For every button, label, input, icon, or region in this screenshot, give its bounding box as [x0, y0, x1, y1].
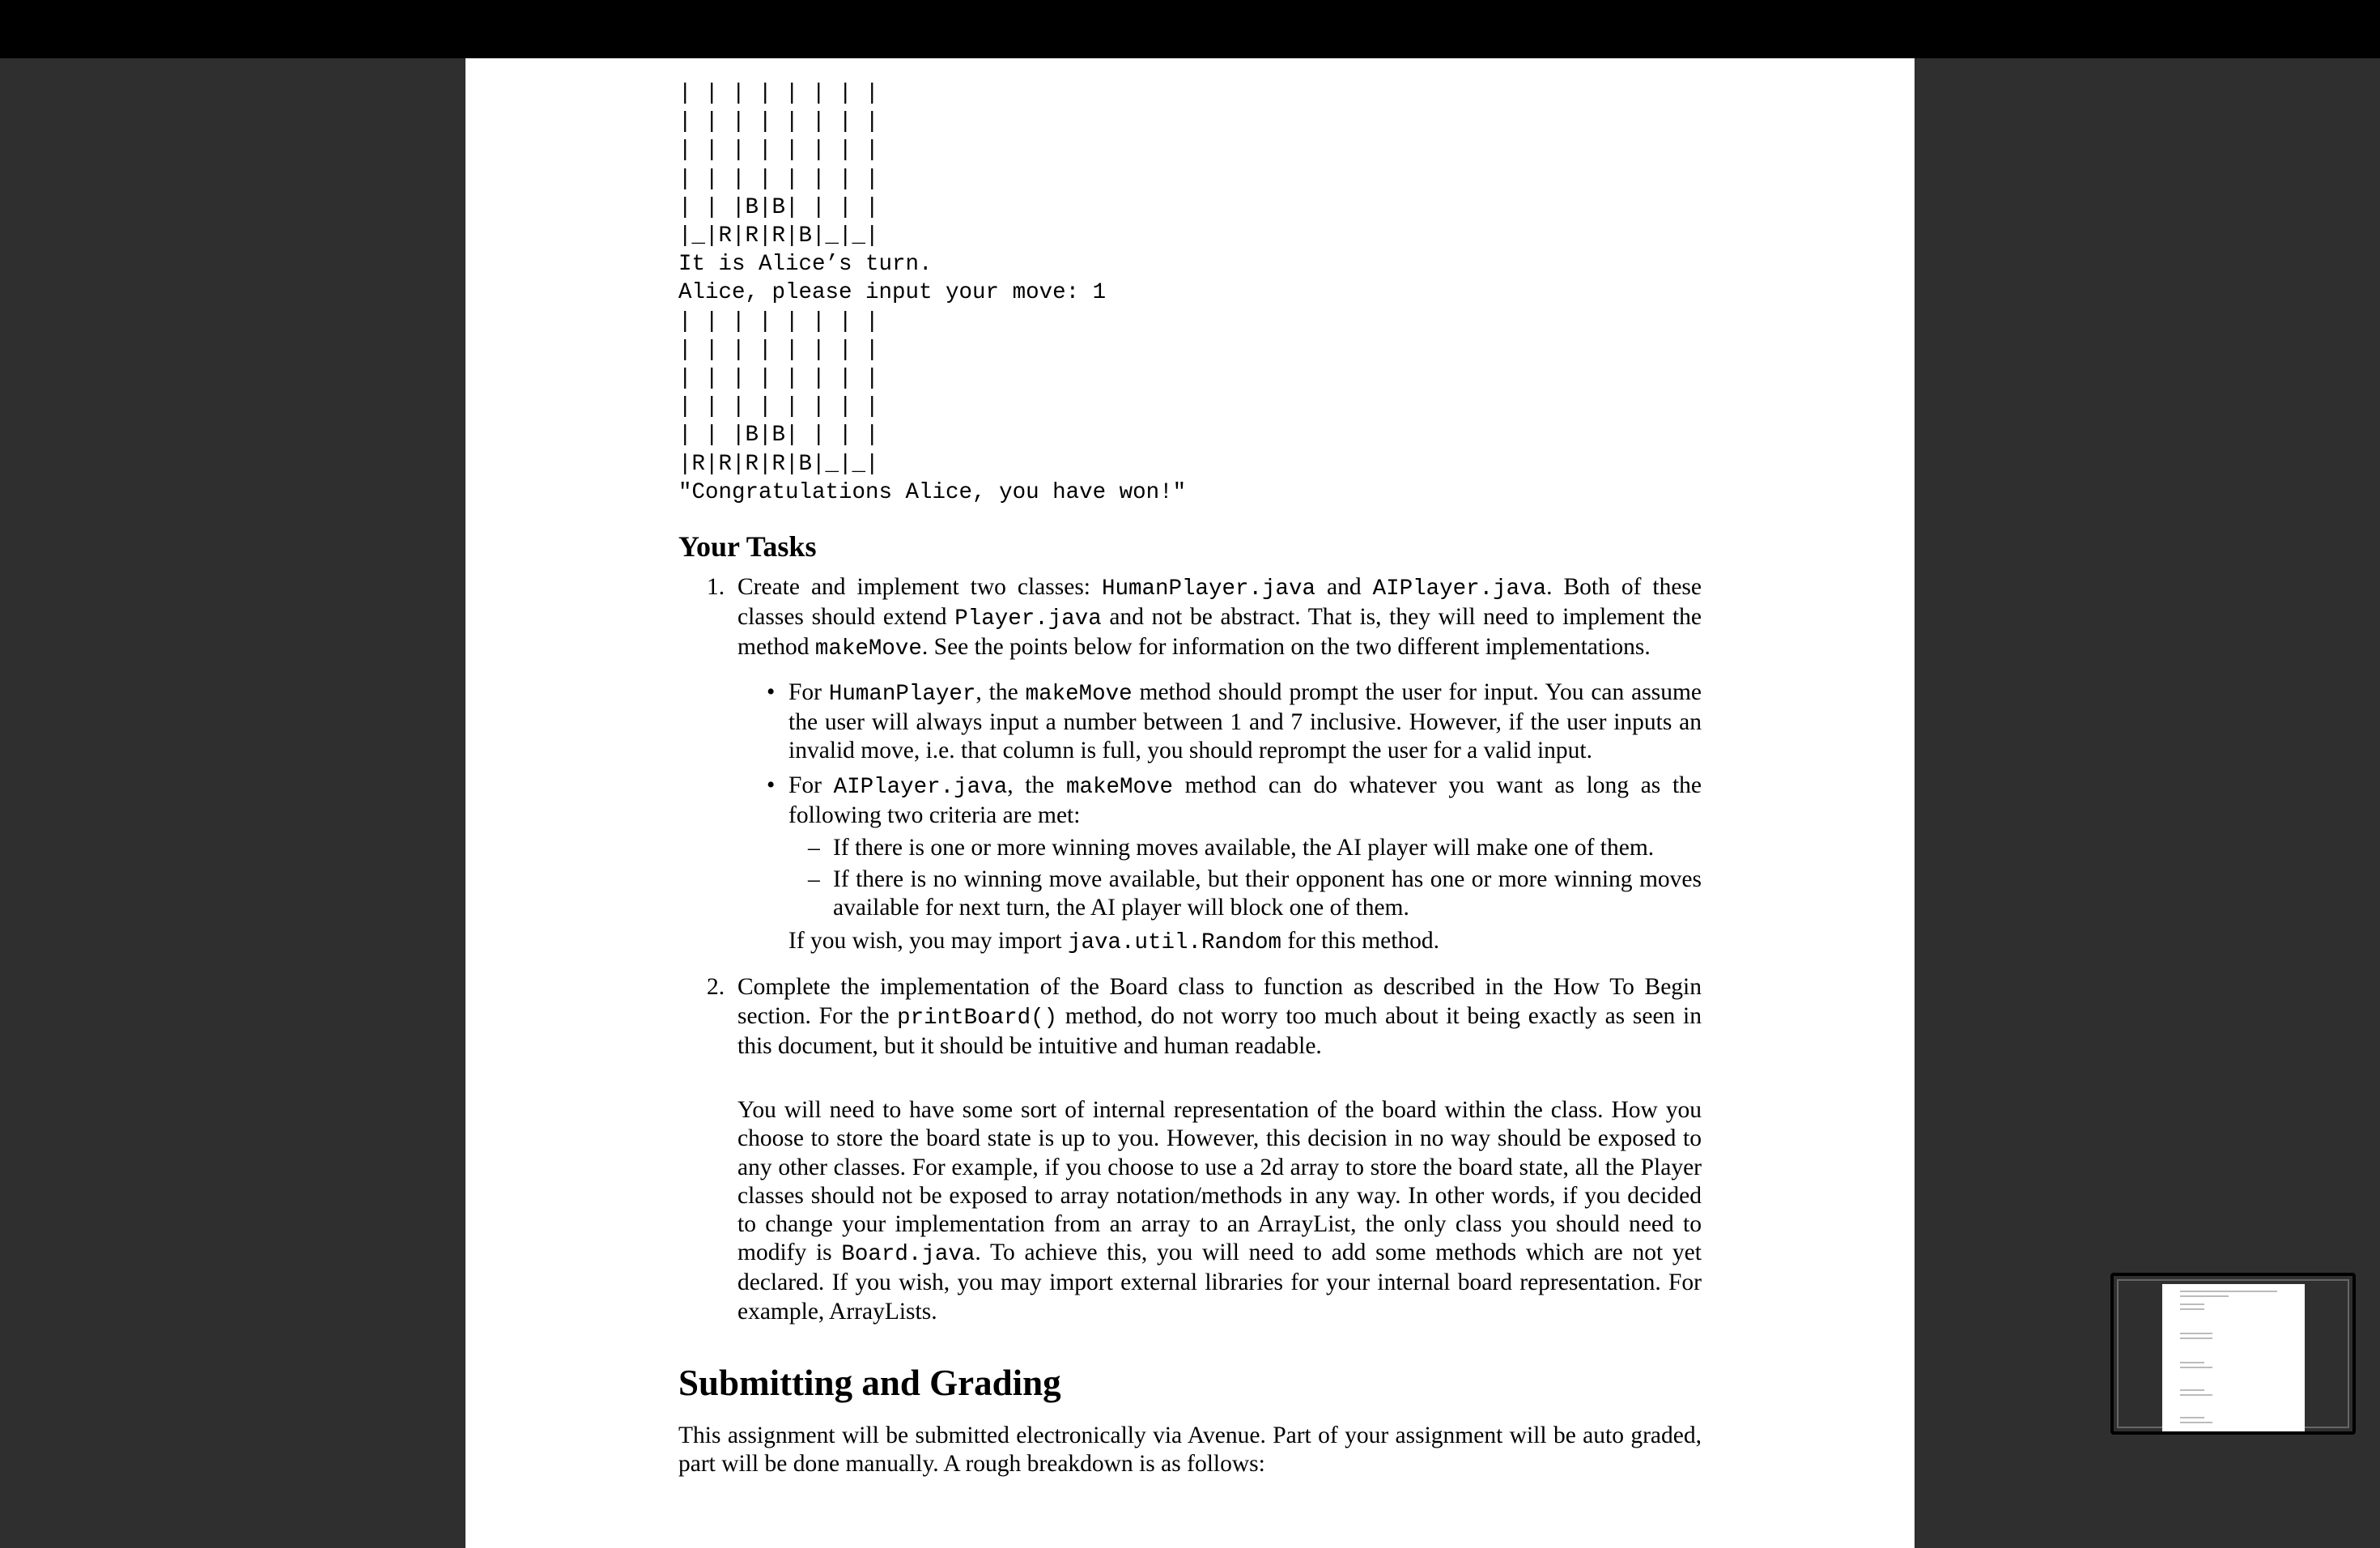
task-item-2 [678, 973, 1702, 1061]
code-line: | | |B|B| | | | [678, 194, 879, 220]
code-line: | | | | | | | | [678, 366, 879, 392]
console-output-block [678, 79, 1702, 507]
bullet-marker: • [767, 678, 776, 705]
code-line: |R|R|R|R|B|_|_| [678, 451, 879, 477]
bullet-text: For HumanPlayer, the makeMove method should prompt the user for input. You can assume the user will always input a number between 1 and 7 inclusive. However, if the user inputs an invalid move, i.e. that column is full, you should reprompt the user for a valid input. [788, 678, 1702, 764]
criteria-item [788, 865, 1702, 922]
your-tasks-heading: Your Tasks [678, 530, 817, 563]
criteria-text: If there is one or more winning moves available, the AI player will make one of them. [833, 834, 1655, 861]
thumbnail-page-preview[interactable] [2162, 1284, 2305, 1431]
page-content [678, 58, 1702, 1478]
task-1-text: Create and implement two classes: HumanPlayer.java and AIPlayer.java. Both of these classes should extend Player.java and not be abstract. That is, they will need to implement the method makeMove. See the points below for information on the two different implementations. [737, 574, 1702, 662]
criteria-list [788, 834, 1702, 923]
code-line: | | |B|B| | | | [678, 423, 879, 449]
code-line: | | | | | | | | [678, 109, 879, 135]
bullet-text: For AIPlayer.java, the makeMove method can do whatever you want as long as the following two criteria are met: [788, 772, 1702, 829]
board-representation-paragraph: You will need to have some sort of internal representation of the board within the class. How you choose to store the board state is up to you. However, this decision in no way should be exposed to any other classes. For example, if you choose to use a 2d array to store the board state, all the Player classes should not be exposed to array notation/methods in any way. In other words, if you decided to change your implementation from an array to an ArrayList, the only class you should need to modify is Board.java. To achieve this, you will need to add some methods which are not yet declared. If you wish, you may import external libraries for your internal board representation. For example, ArrayLists. [737, 1097, 1702, 1325]
code-line: | | | | | | | | [678, 166, 879, 192]
code-line: It is Alice’s turn. [678, 252, 933, 278]
code-line: "Congratulations Alice, you have won!" [678, 479, 1187, 505]
submitting-heading: Submitting and Grading [678, 1362, 1061, 1403]
bullet-list [737, 678, 1702, 923]
page-thumbnail-navigator[interactable] [2110, 1273, 2356, 1435]
submitting-text: This assignment will be submitted electronically via Avenue. Part of your assignment will be auto graded, part will be done manually. A rough breakdown is as follows: [678, 1422, 1702, 1477]
code-line: | | | | | | | | [678, 138, 879, 164]
code-line: | | | | | | | | [678, 81, 879, 106]
dash-marker: – [808, 834, 820, 861]
task-number: 1. [707, 574, 725, 601]
code-line: | | | | | | | | [678, 337, 879, 363]
task-2-text: Complete the implementation of the Board class to function as described in the How To Begin section. For the printBoard() method, do not worry too much about it being exactly as seen in this document, but it should be intuitive and human readable. [737, 974, 1702, 1059]
task-item-1 [678, 573, 1702, 957]
bullet-ai-player [737, 772, 1702, 922]
random-import-note: If you wish, you may import java.util.Random for this method. [788, 928, 1440, 956]
bullet-marker: • [767, 772, 776, 799]
code-line: |_|R|R|R|B|_|_| [678, 223, 879, 249]
dash-marker: – [808, 865, 820, 892]
criteria-item [788, 834, 1702, 862]
bullet-human-player [737, 678, 1702, 766]
document-page [465, 58, 1915, 1548]
criteria-text: If there is no winning move available, but their opponent has one or more winning moves available for next turn, the AI player will block one of them. [833, 865, 1702, 921]
code-line: | | | | | | | | [678, 308, 879, 334]
viewer-top-bar [0, 0, 2380, 58]
task-number: 2. [707, 974, 725, 1001]
code-line: Alice, please input your move: 1 [678, 280, 1107, 306]
code-line: | | | | | | | | [678, 394, 879, 420]
